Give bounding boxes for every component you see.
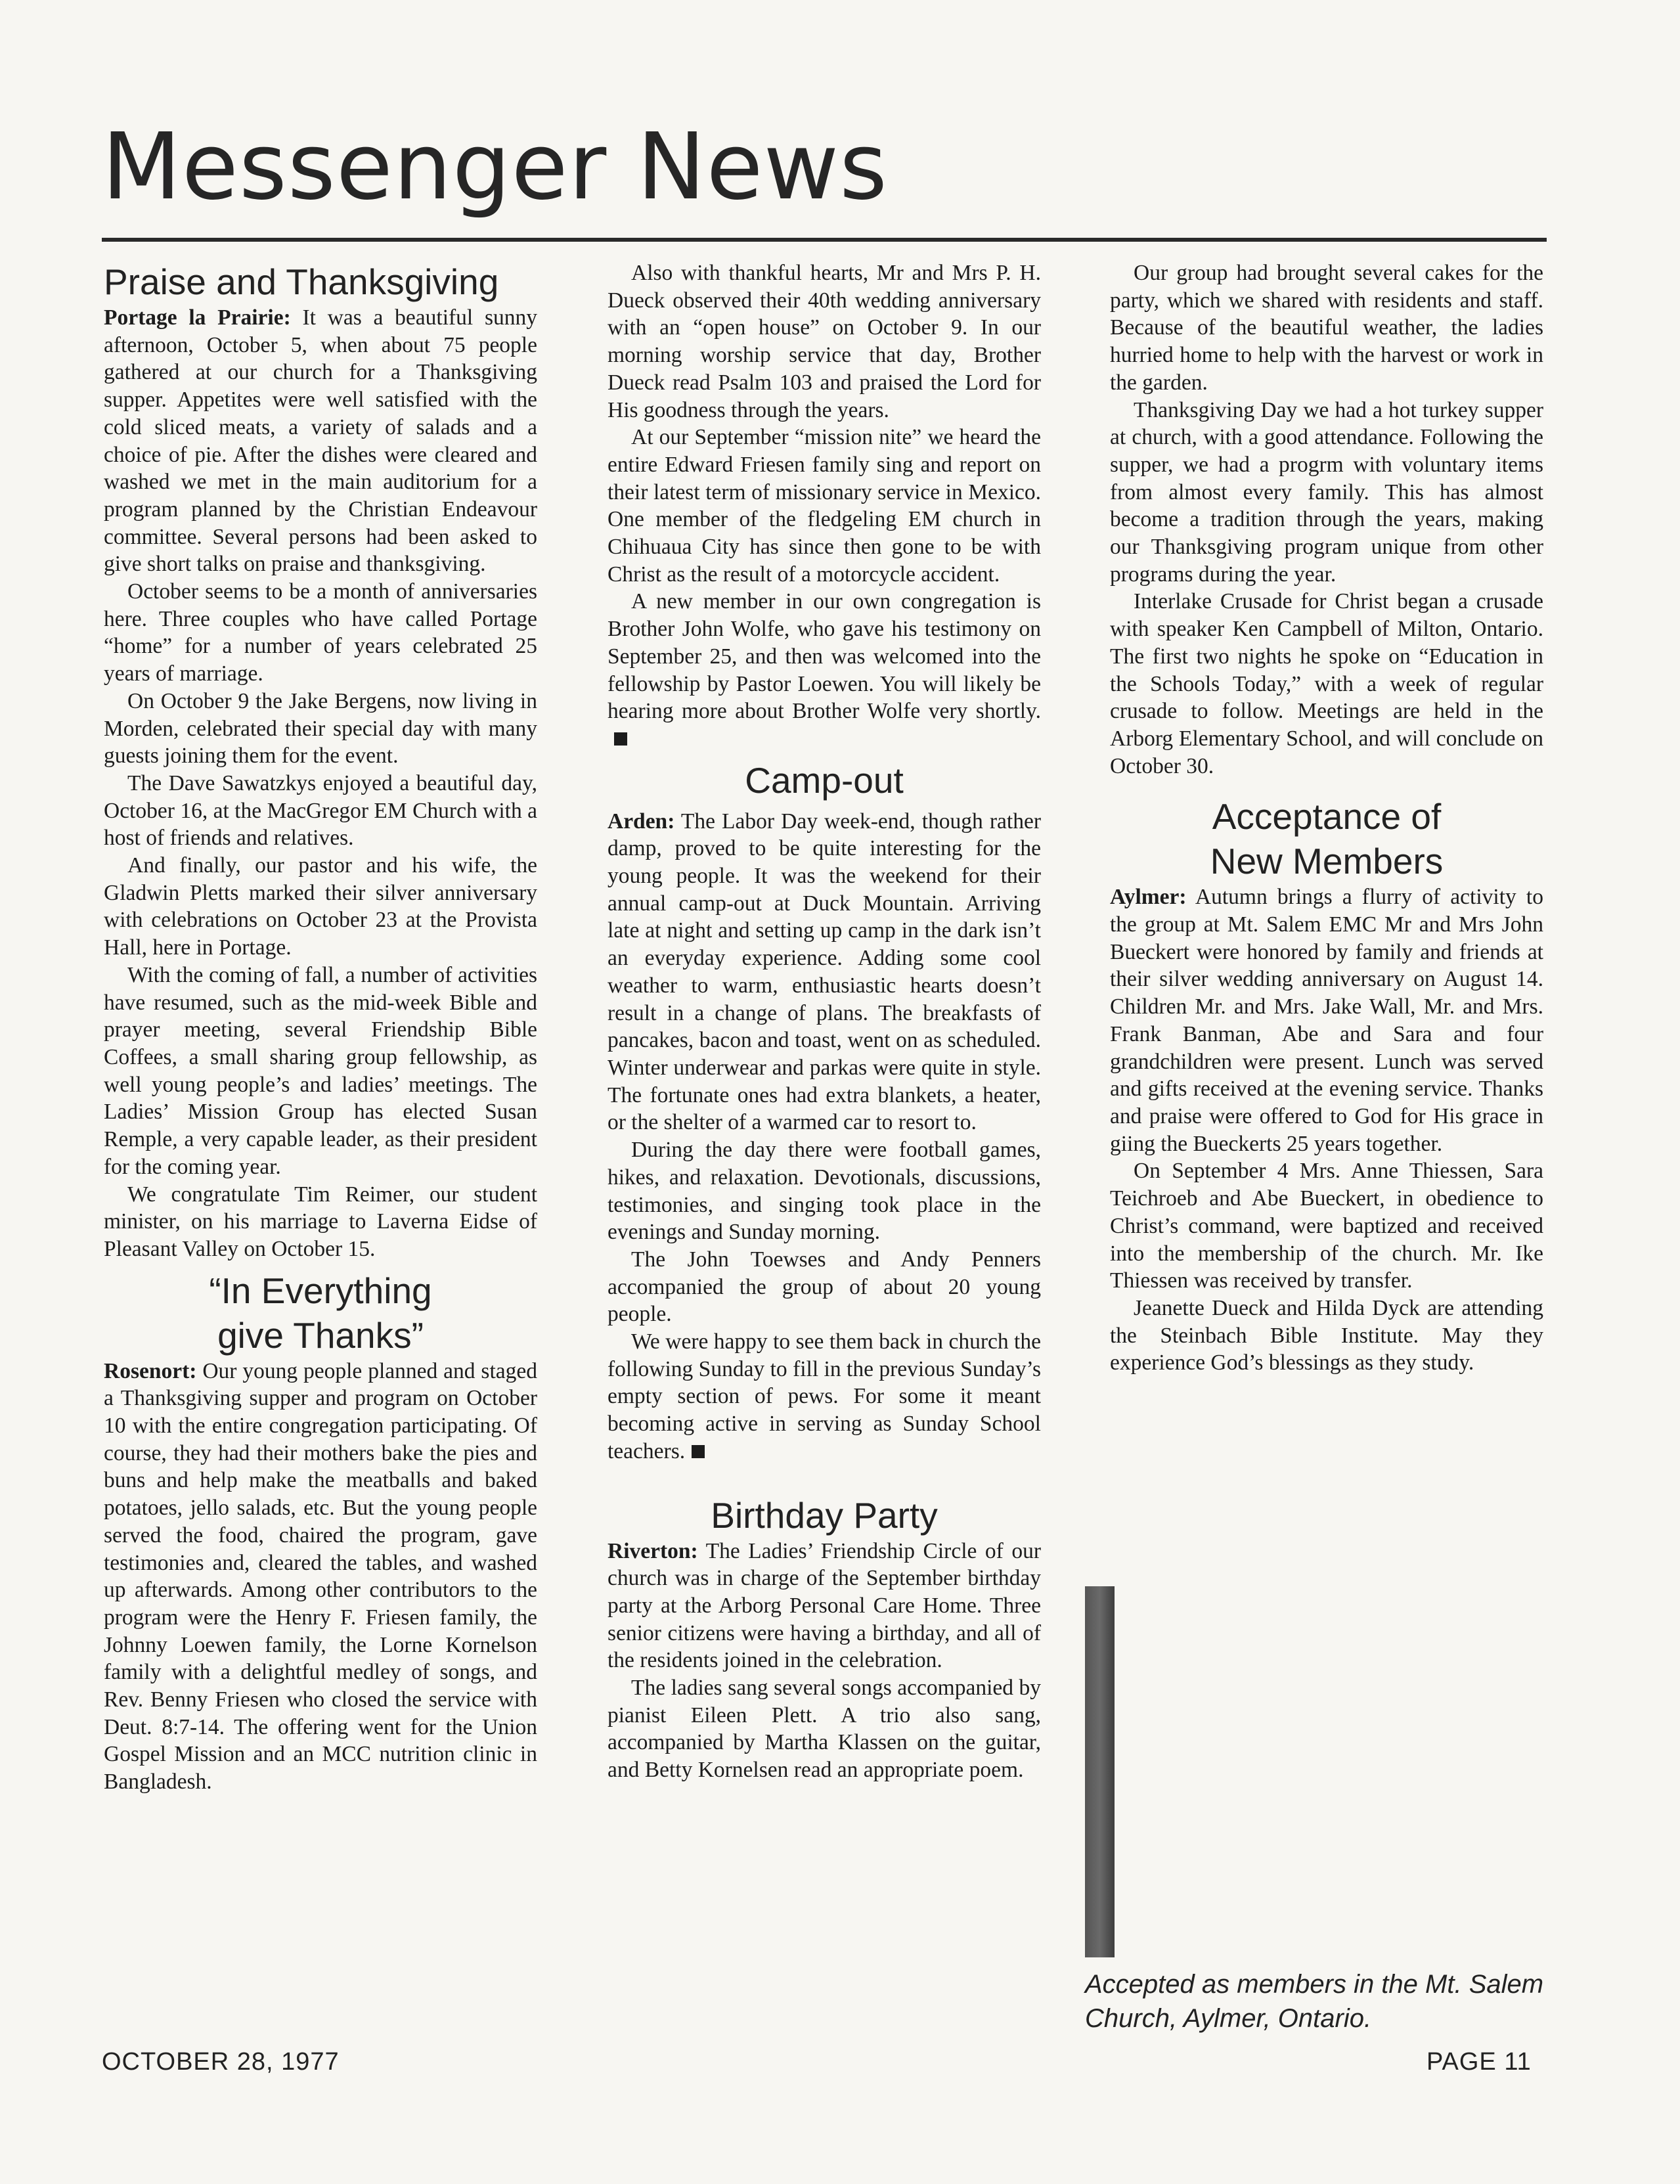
masthead-rule bbox=[102, 238, 1547, 242]
end-mark-icon bbox=[692, 1445, 705, 1458]
article-paragraph: Jeanette Dueck and Hilda Dyck are attending the Steinbach Bible Institute. May they experience God’s blessings as they study. bbox=[1110, 1295, 1543, 1375]
article-heading: Acceptance of bbox=[1212, 796, 1442, 837]
column-1 bbox=[104, 259, 537, 1796]
article-paragraph: And finally, our pastor and his wife, the Gladwin Pletts marked their silver anniversary with celebrations on October 23 at the Provista Hall, here in Portage. bbox=[104, 853, 537, 960]
article-heading: Birthday Party bbox=[711, 1494, 938, 1536]
article-paragraph: Also with thankful hearts, Mr and Mrs P. H. Dueck observed their 40th wedding anniversary with an “open house” on October 9. In our morning worship service that day, Brother Dueck read Psalm 103 and praised the Lord for His goodness through the years. bbox=[608, 261, 1041, 422]
placename: Aylmer: bbox=[1110, 885, 1187, 910]
article-paragraph: At our September “mission nite” we heard the entire Edward Friesen family sing and report on their latest term of missionary service in Mexico. One member of the fledgeling EM church in Chihuaua City has since then gone to be with Christ as the result of a motorcycle accident. bbox=[608, 425, 1041, 587]
article-paragraph: Aylmer: Autumn brings a flurry of activity to the group at Mt. Salem EMC Mr and Mrs John Bueckert were honored by family and friends at their silver wedding anniversary on August 14. Children Mr. and Mrs. Jake Wall, Mr. and Mrs. Frank Banman, Abe and Sara and four grandchildren were present. Lunch was served and gifts received at the evening service. Thanks and praise were offered to God for His grace in giing the Bueckerts 25 years together. bbox=[1110, 885, 1543, 1156]
masthead-title: Messenger News bbox=[102, 114, 889, 221]
photo-caption: Accepted as members in the Mt. Salem Church, Aylmer, Ontario. bbox=[1085, 1970, 1544, 2033]
placename: Portage la Prairie: bbox=[104, 305, 291, 330]
article-paragraph: On October 9 the Jake Bergens, now living in Morden, celebrated their special day with many guests joining them for the event. bbox=[104, 688, 537, 769]
placename: Riverton: bbox=[608, 1538, 698, 1563]
article-paragraph: The John Toewses and Andy Penners accompanied the group of about 20 young people. bbox=[608, 1247, 1041, 1327]
placename: Rosenort: bbox=[104, 1358, 197, 1383]
footer-date: OCTOBER 28, 1977 bbox=[102, 2048, 340, 2076]
article-paragraph: We congratulate Tim Reimer, our student minister, on his marriage to Laverna Eidse of Pleasant Valley on October 15. bbox=[104, 1182, 537, 1261]
article-paragraph: Riverton: The Ladies’ Friendship Circle of our church was in charge of the September birthday party at the Arborg Personal Care Home. Three senior citizens were having a birthday, and all of the residents joined in the celebration. bbox=[608, 1538, 1041, 1673]
footer-page-number: PAGE 11 bbox=[1426, 2048, 1532, 2076]
article-paragraph: On September 4 Mrs. Anne Thiessen, Sara Teichroeb and Abe Bueckert, in obedience to Christ’s command, were baptized and received into the membership of the church. Mr. Ike Thiessen was received by transfer. bbox=[1110, 1159, 1543, 1293]
article-paragraph: Interlake Crusade for Christ began a crusade with speaker Ken Campbell of Milton, Ontario. The first two nights he spoke on “Education in the Schools Today,” with a week of regular crusade to follow. Meetings are held in the Arborg Elementary School, and will conclude on October 30. bbox=[1110, 589, 1543, 778]
photo-edge bbox=[1085, 1586, 1115, 1957]
column-3 bbox=[1110, 259, 1543, 1377]
article-paragraph: Portage la Prairie: It was a beautiful sunny afternoon, October 5, when about 75 people gathered at our church for a Thanksgiving supper. Appetites were well satisfied with the cold sliced meats, a variety of salads and a choice of pie. After the dishes were cleared and washed we met in the main auditorium for a program planned by the Christian Endeavour committee. Several persons had been asked to give short talks on praise and thanksgiving. bbox=[104, 305, 537, 577]
column-2 bbox=[608, 259, 1041, 1784]
article-paragraph: The ladies sang several songs accompanied by pianist Eileen Plett. A trio also sang, accompanied by Martha Klassen on the guitar, and Betty Kornelsen read an appropriate poem. bbox=[608, 1676, 1041, 1783]
article-paragraph: Rosenort: Our young people planned and staged a Thanksgiving supper and program on October 10 with the entire congregation participating. Of course, they had their mothers bake the pies and buns and help make the meatballs and baked potatoes, jello salads, etc. But the young people served the food, chaired the program, gave testimonies and, cleared the tables, and washed up afterwards. Among other contributors to the program were the Henry F. Friesen family, the Johnny Loewen family, the Lorne Kornelson family with a delightful medley of songs, and Rev. Benny Friesen who closed the service with Deut. 8:7-14. The offering went for the Union Gospel Mission and an MCC nutrition clinic in Bangladesh. bbox=[104, 1358, 537, 1794]
article-heading: New Members bbox=[1210, 841, 1444, 882]
article-paragraph: October seems to be a month of anniversaries here. Three couples who have called Portage “home” for a number of years celebrated 25 years of marriage. bbox=[104, 579, 537, 686]
article-paragraph: Thanksgiving Day we had a hot turkey supper at church, with a good attendance. Following the supper, we had a progrm with voluntary items from almost every family. This has almost become a tradition through the years, making our Thanksgiving program unique from other programs during the year. bbox=[1110, 397, 1543, 587]
article-heading: “In Everything bbox=[209, 1270, 432, 1311]
article-paragraph: A new member in our own congregation is Brother John Wolfe, who gave his testimony on September 25, and then was welcomed into the fellowship by Pastor Loewen. You will likely be hearing more about Brother Wolfe very shortly. bbox=[608, 588, 1041, 752]
end-mark-icon bbox=[614, 732, 627, 746]
article-paragraph: During the day there were football games, hikes, and relaxation. Devotionals, discussions, testimonies, and singing took place in the evenings and Sunday morning. bbox=[608, 1138, 1041, 1245]
article-heading: give Thanks” bbox=[217, 1314, 424, 1356]
article-paragraph: Our group had brought several cakes for the party, which we shared with residents and staff. Because of the beautiful weather, the ladies hurried home to help with the harvest or work in the garden. bbox=[1110, 261, 1543, 395]
article-heading: Camp-out bbox=[745, 759, 904, 801]
article-paragraph: Arden: The Labor Day week-end, though rather damp, proved to be quite interesting for the young people. It was the weekend for their annual camp-out at Duck Mountain. Arriving late at night and setting up camp in the dark isn’t an everyday experience. Adding some cool weather to warm, enthusiastic hearts doesn’t result in a change of plans. The breakfasts of pancakes, bacon and toast, went on as scheduled. Winter underwear and parkas were quite in style. The fortunate ones had extra blankets, a heater, or the shelter of a warmed car to resort to. bbox=[608, 809, 1041, 1135]
article-heading: Praise and Thanksgiving bbox=[104, 261, 499, 302]
article-paragraph: With the coming of fall, a number of activities have resumed, such as the mid-week Bible and prayer meeting, several Friendship Bible Coffees, a small sharing group fellowship, as well young people’s and ladies’ meetings. The Ladies’ Mission Group has elected Susan Remple, a very capable leader, as their president for the coming year. bbox=[104, 962, 537, 1179]
article-paragraph: The Dave Sawatzkys enjoyed a beautiful day, October 16, at the MacGregor EM Church with a host of friends and relatives. bbox=[104, 770, 537, 851]
article-paragraph: We were happy to see them back in church the following Sunday to fill in the previous Sunday’s empty section of pews. For some it meant becoming active in serving as Sunday School teachers. bbox=[608, 1329, 1041, 1463]
placename: Arden: bbox=[608, 809, 675, 834]
